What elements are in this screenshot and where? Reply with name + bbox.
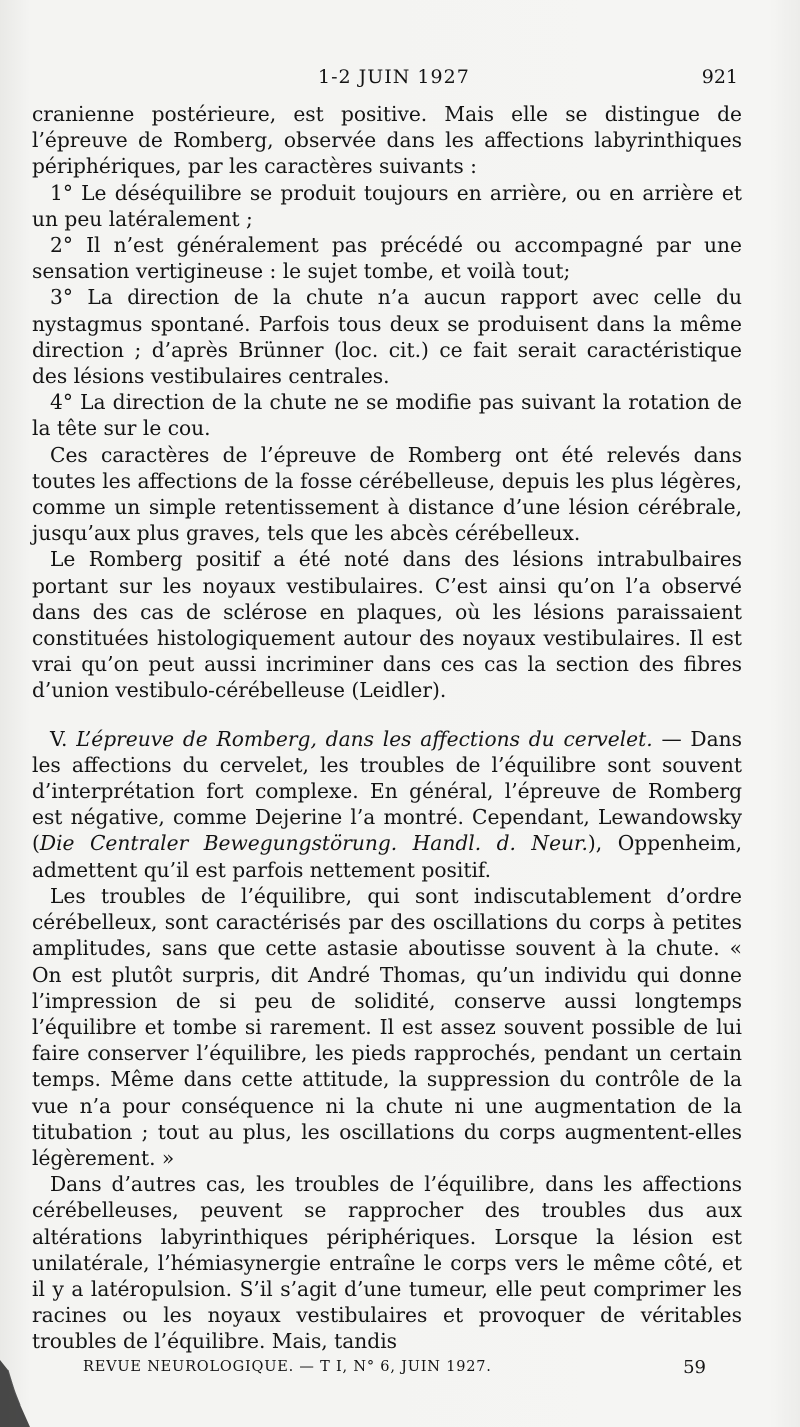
journal-citation: REVUE NEUROLOGIQUE. — T I, N° 6, JUIN 1927. (83, 1359, 492, 1375)
paragraph: 2° Il n’est généralement pas précédé ou accompagné par une sensation vertigineuse : le sujet tombe, et voilà tout; (32, 233, 742, 284)
page-number: 921 (701, 66, 738, 88)
paragraph: Les troubles de l’équilibre, qui sont indiscutablement d’ordre cérébelleux, sont caractérisés par des oscillations du corps à petites amplitudes, sans que cette astasie aboutisse souvent à la chute. « On est plutôt surpris, dit André Thomas, qu’un individu qui donne l’impression de si peu de solidité, conserve aussi longtemps l’équilibre et tombe si rarement. Il est assez souvent possible de lui faire conserver l’équilibre, les pieds rapprochés, pendant un certain temps. Même dans cette attitude, la suppression du contrôle de la vue n’a pour conséquence ni la chute ni une augmentation de la titubation ; tout au plus, les oscillations du corps augmentent-elles légèrement. » (32, 883, 742, 1170)
section-number: V. (50, 726, 68, 751)
section-citation: Die Centraler Bewegungstörung. Handl. d. Neur. (39, 831, 588, 856)
body-text (32, 101, 742, 1355)
paragraph: 1° Le déséquilibre se produit toujours en arrière, ou en arrière et un peu latéralement ; (32, 180, 742, 231)
paragraph: Dans d’autres cas, les troubles de l’équilibre, dans les affections cérébelleuses, peuvent se rapprocher des troubles dus aux altérations labyrinthiques périphériques. Lorsque la lésion est unilatérale, l’hémiasynergie entraîne le corps vers le même côté, et il y a latéropulsion. S’il s’agit d’une tumeur, elle peut comprimer les racines ou les noyaux vestibulaires et provoquer de véritables troubles de l’équilibre. Mais, tandis (32, 1172, 742, 1354)
page-footer (0, 1357, 800, 1385)
running-title: 1-2 JUIN 1927 (318, 66, 470, 88)
paragraph: Le Romberg positif a été noté dans des lésions intrabulbaires portant sur les noyaux vestibulaires. C’est ainsi qu’on l’a observé dans des cas de sclérose en plaques, où les lésions paraissaient constituées histologiquement autour des noyaux vestibulaires. Il est vrai qu’on peut aussi incriminer dans ces cas la section des fibres d’union vestibulo-cérébelleuse (Leidler). (32, 547, 742, 703)
binding-shadow (0, 1320, 60, 1427)
section-text: — Dans les affections du cervelet, les troubles de l’équilibre sont souvent d’interprétation fort complexe. En général, l’épreuve de Romberg est négative, comme Dejerine l’a montré. Cependant, Lewandowsky ( (32, 726, 742, 856)
running-header (0, 60, 800, 94)
paragraph: 4° La direction de la chute ne se modifie pas suivant la rotation de la tête sur le cou. (32, 390, 742, 441)
folio-number: 59 (683, 1357, 706, 1378)
paragraph: Ces caractères de l’épreuve de Romberg ont été relevés dans toutes les affections de la fosse cérébelleuse, depuis les plus légères, comme un simple retentissement à distance d’une lésion cérébrale, jusqu’aux plus graves, tels que les abcès cérébelleux. (32, 442, 742, 546)
section-title: L’épreuve de Romberg, dans les affections du cervelet. (76, 726, 653, 751)
paragraph: cranienne postérieure, est positive. Mais elle se distingue de l’épreuve de Romberg, observée dans les affections labyrinthiques périphériques, par les caractères suivants : (32, 102, 742, 179)
paragraph: 3° La direction de la chute n’a aucun rapport avec celle du nystagmus spontané. Parfois tous deux se produisent dans la même direction ; d’après Brünner (loc. cit.) ce fait serait caractéristique des lésions vestibulaires centrales. (32, 285, 742, 389)
section-text-after: ), Oppenheim, admettent qu’il est parfois nettement positif. (32, 831, 742, 882)
section-v-paragraph (32, 726, 742, 883)
